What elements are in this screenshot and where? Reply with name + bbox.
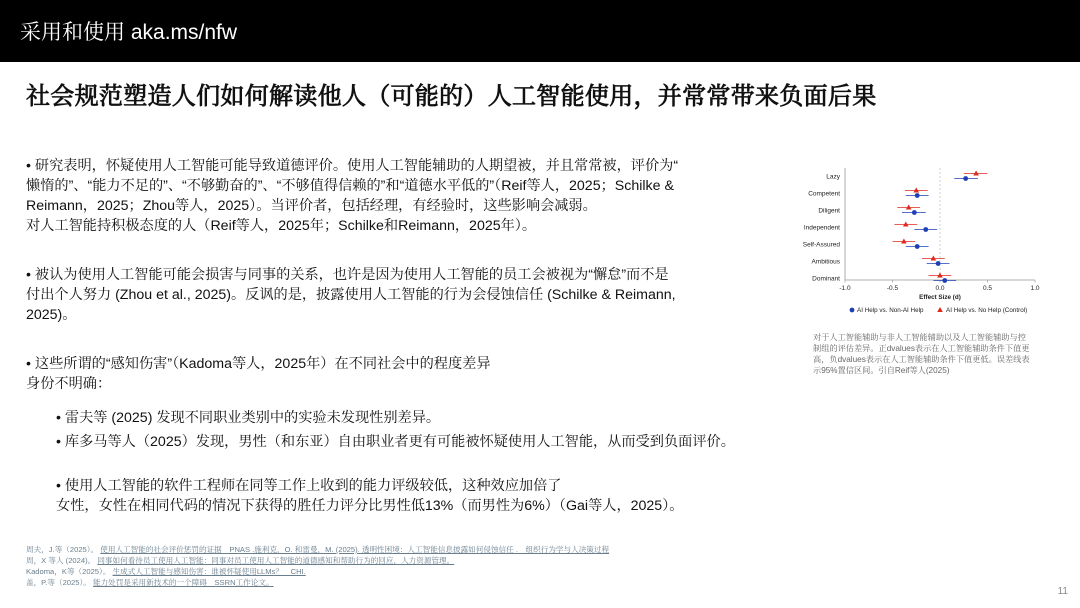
x-axis-label: Effect Size (d) [919, 294, 961, 301]
category-label: Self-Assured [802, 241, 840, 249]
legend-marker [850, 308, 855, 313]
data-point [915, 193, 920, 198]
reference-item [26, 566, 846, 577]
bullet-perceived-harm [26, 354, 786, 394]
bullet-line: 身份不明确： [26, 376, 112, 392]
caption-line: 示95%置信区间。引自Reif等人(2025) [813, 366, 950, 375]
reference-link[interactable]: 生成式人工智能与感知伤害：谁被怀疑使用LLMs？ CHI. [112, 567, 306, 576]
header-bar [0, 0, 1080, 62]
effect-size-chart [790, 162, 1048, 322]
bullet-colleague-relations [26, 265, 786, 325]
bullet-line: • 这些所谓的“感知伤害”（Kadoma等人，2025年）在不同社会中的程度差异 [26, 356, 491, 372]
reference-author: Kadoma，K等（2025）。 [26, 567, 111, 576]
caption-line: 高，负dvalues表示在人工智能辅助条件下值更低。误差线表 [813, 355, 1030, 364]
reference-link[interactable]: 能力处罚是采用新技术的一个障碍 SSRN工作论文。 [92, 578, 274, 587]
reference-link[interactable]: 同事如何看待员工使用人工智能：同事对员工使用人工智能的道德感知和帮助行为的回应，人力资源管理。 [97, 556, 455, 565]
category-label: Lazy [826, 173, 840, 181]
bullet-moral-evaluation [26, 156, 786, 236]
reference-item [26, 555, 846, 566]
bullet-line: • 被认为使用人工智能可能会损害与同事的关系，也许是因为使用人工智能的员工会被视为“懈怠”而不是 [26, 267, 669, 283]
legend-marker [937, 307, 943, 312]
data-point [963, 176, 968, 181]
bullet-line: 对人工智能持积极态度的人（Reif等人，2025年；Schilke和Reimann，2025年）。 [26, 218, 537, 234]
reference-item [26, 544, 846, 555]
category-label: Ambitious [811, 258, 840, 266]
category-label: Independent [803, 224, 840, 232]
reference-item [26, 577, 846, 588]
bullet-line: • 库多马等人（2025）发现，男性（和东亚）自由职业者更有可能被怀疑使用人工智能，从而受到负面评价。 [56, 434, 735, 450]
sub-bullet-kadoma [56, 432, 836, 452]
references [26, 544, 846, 588]
data-point [913, 188, 919, 193]
legend-label: AI Help vs. No Help (Control) [946, 307, 1028, 314]
header-title: 采用和使用 aka.ms/nfw [20, 21, 238, 44]
bullet-line: 2025)。 [26, 307, 77, 323]
x-tick-label: 0.0 [935, 285, 945, 292]
data-point [912, 210, 917, 215]
x-tick-label: -1.0 [839, 285, 851, 292]
sub-bullet-reif [56, 408, 796, 428]
data-point [915, 244, 920, 249]
legend-label: AI Help vs. Non-AI Help [857, 307, 924, 314]
reference-author: 周，X 等人 (2024)。 [26, 556, 96, 565]
category-label: Diligent [818, 207, 840, 215]
sub-bullet-gai [56, 476, 796, 516]
data-point [937, 273, 943, 278]
reference-author: 周夫，J.等（2025）。 [26, 545, 99, 554]
data-point [973, 171, 979, 176]
page-number: 11 [1057, 586, 1068, 597]
x-tick-label: -0.5 [886, 285, 899, 292]
data-point [903, 222, 909, 227]
data-point [901, 239, 907, 244]
data-point [931, 256, 937, 261]
caption-line: 对于人工智能辅助与非人工智能辅助以及人工智能辅助与控 [813, 333, 1026, 342]
caption-line: 制组的评估差异。正dvalues表示在人工智能辅助条件下值更 [813, 344, 1030, 353]
data-point [906, 205, 912, 210]
figure-caption [813, 332, 1057, 376]
data-point [942, 278, 947, 283]
reference-link[interactable]: 使用人工智能的社会评价惩罚的证据 PNAS .施利克，O. 和雷曼，M. (2025). 透明性困境：人工智能信息披露如何侵蚀信任 . 组织行为学与人决策过程 [100, 545, 610, 554]
category-label: Dominant [812, 275, 840, 283]
bullet-line: • 使用人工智能的软件工程师在同等工作上收到的能力评级较低，这种效应加倍了 [56, 478, 562, 494]
x-tick-label: 1.0 [1030, 285, 1040, 292]
x-tick-label: 0.5 [982, 285, 993, 292]
category-label: Competent [808, 190, 840, 198]
reference-author: 盖，P.等（2025）。 [26, 578, 91, 587]
bullet-line: • 研究表明，怀疑使用人工智能可能导致道德评价。使用人工智能辅助的人期望被，并且常常被，评价为“ [26, 158, 679, 174]
bullet-line: 女性，女性在相同代码的情况下获得的胜任力评分比男性低13%（而男性为6%）（Gai等人，2025）。 [56, 498, 684, 514]
data-point [923, 227, 928, 232]
bullet-line: 懒惰的”、“能力不足的”、“不够勤奋的”、“不够值得信赖的”和“道德水平低的”（Reif等人，2025；Schilke & [26, 178, 674, 194]
bullet-line: 付出个人努力 (Zhou et al., 2025)。反讽的是，披露使用人工智能的行为会侵蚀信任 (Schilke & Reimann, [26, 287, 676, 303]
slide-title: 社会规范塑造人们如何解读他人（可能的）人工智能使用，并常常带来负面后果 [26, 83, 877, 110]
bullet-line: • 雷夫等 (2025) 发现不同职业类别中的实验未发现性别差异。 [56, 410, 441, 426]
data-point [936, 261, 941, 266]
bullet-line: Reimann，2025；Zhou等人，2025）。当评价者，包括经理，有经验时，这些影响会减弱。 [26, 198, 597, 214]
